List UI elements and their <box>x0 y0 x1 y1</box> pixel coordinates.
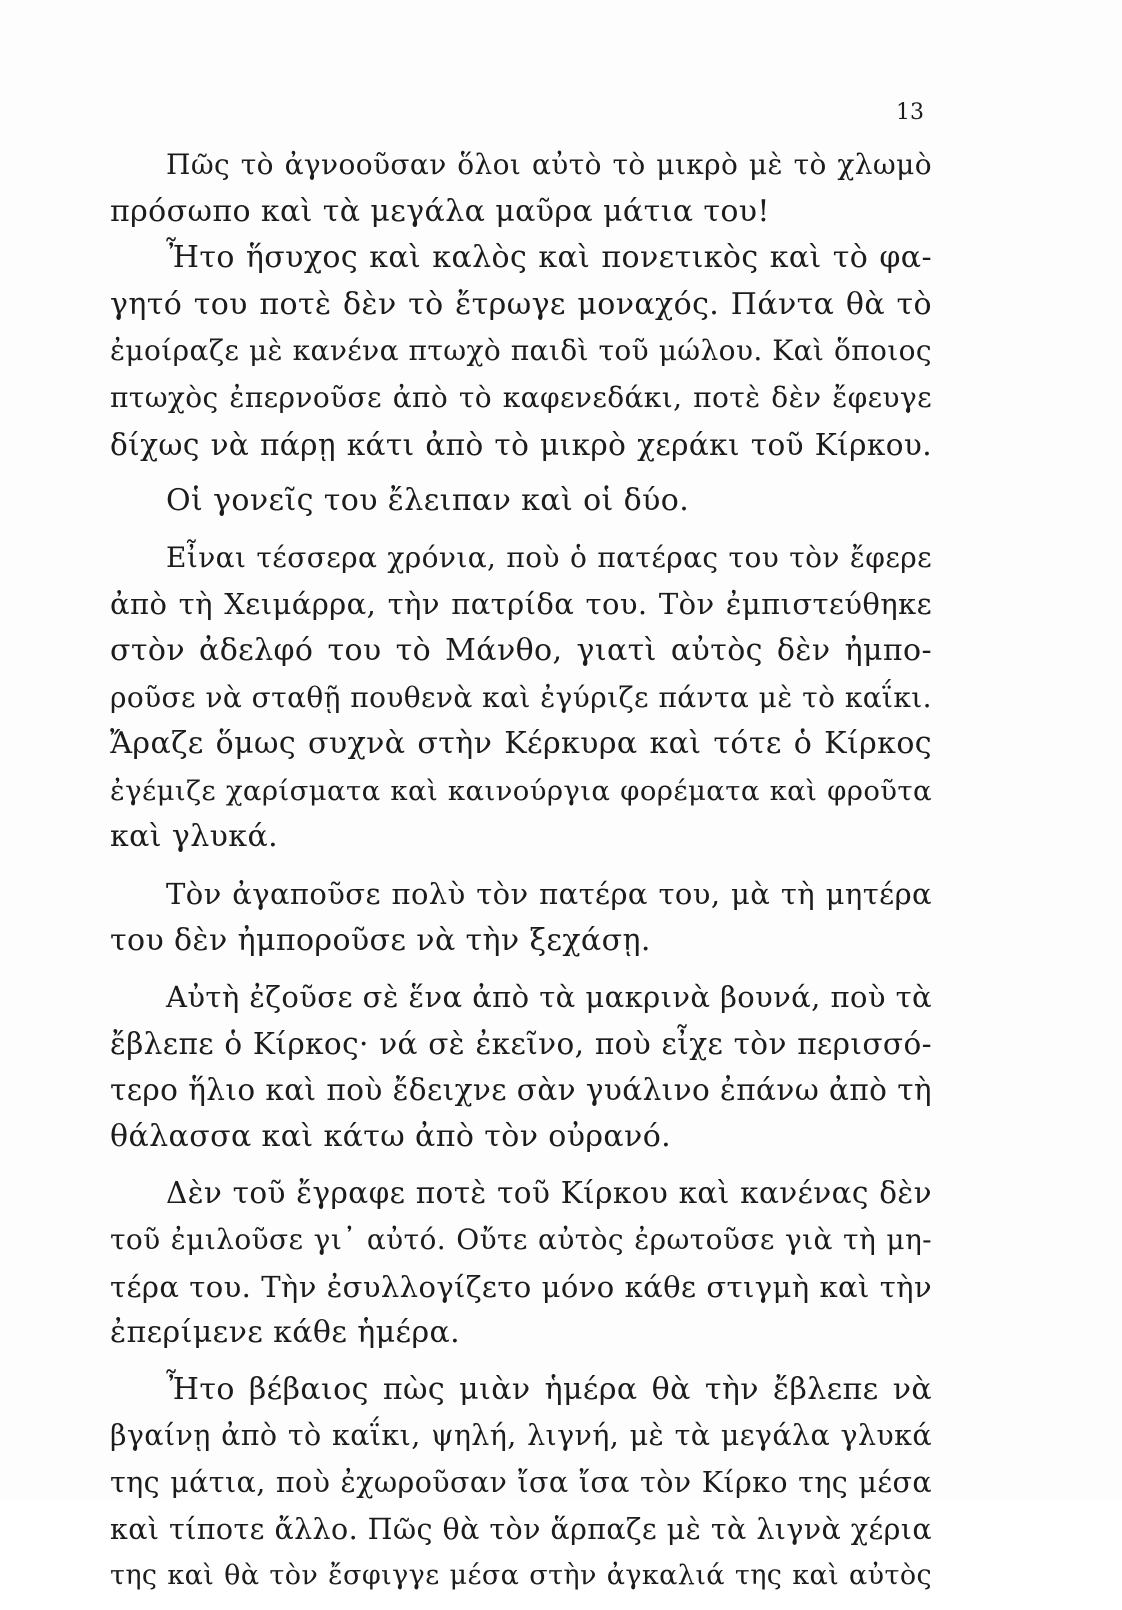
text-line: Οἱ γονεῖς του ἔλειπαν καὶ οἱ δύο. <box>166 483 690 519</box>
text-line: καὶ τίποτε ἄλλο. Πῶς θὰ τὸν ἅρπαζε μὲ τὰ λιγνὰ χέρια <box>110 1512 932 1546</box>
text-line: Ἄραζε ὅμως συχνὰ στὴν Κέρκυρα καὶ τότε ὁ Κίρκος <box>110 726 932 762</box>
page-number: 13 <box>896 100 924 125</box>
body-text <box>110 142 932 1610</box>
text-line: Ἦτο βέβαιος πὼς μιὰν ἡμέρα θὰ τὴν ἔβλεπε νὰ <box>166 1371 932 1407</box>
text-line: Ἦτο ἥσυχος καὶ καλὸς καὶ πονετικὸς καὶ τὸ φα- <box>166 240 932 276</box>
text-line: τερο ἥλιο καὶ ποὺ ἔδειχνε σὰν γυάλινο ἐπάνω ἀπὸ τὴ <box>110 1073 932 1108</box>
text-line: πτωχὸς ἐπερνοῦσε ἀπὸ τὸ καφενεδάκι, ποτὲ δὲν ἔφευγε <box>110 380 932 414</box>
text-line: ἐγέμιζε χαρίσματα καὶ καινούργια φορέματα καὶ φροῦτα <box>110 774 932 807</box>
text-line: τοῦ ἐμιλοῦσε γι᾿ αὐτό. Οὔτε αὐτὸς ἐρωτοῦσε γιὰ τὴ μη- <box>110 1223 932 1257</box>
text-line: θάλασσα καὶ κάτω ἀπὸ τὸν οὐρανό. <box>110 1118 672 1154</box>
text-line: ἐμοίραζε μὲ κανένα πτωχὸ παιδὶ τοῦ μώλου. Καὶ ὅποιος <box>110 334 932 368</box>
paragraph <box>110 142 932 468</box>
text-line: Πῶς τὸ ἀγνοοῦσαν ὅλοι αὐτὸ τὸ μικρὸ μὲ τὸ χλωμὸ <box>166 148 932 181</box>
text-line: της μάτια, ποὺ ἐχωροῦσαν ἴσα ἴσα τὸν Κίρκο της μέσα <box>110 1466 932 1500</box>
text-line: καὶ γλυκά. <box>110 819 279 855</box>
paragraph <box>110 535 932 861</box>
text-line: της καὶ θὰ τὸν ἔσφιγγε μέσα στὴν ἀγκαλιά της καὶ αὐτὸς <box>110 1560 932 1592</box>
text-line: Τὸν ἀγαποῦσε πολὺ τὸν πατέρα του, μὰ τὴ μητέρα <box>166 876 932 911</box>
text-line: Δὲν τοῦ ἔγραφε ποτὲ τοῦ Κίρκου καὶ κανένας δὲν <box>166 1176 932 1211</box>
text-line: στὸν ἀδελφό του τὸ Μάνθο, γιατὶ αὐτὸς δὲν ἠμπο- <box>110 632 932 668</box>
text-line: τέρα του. Τὴν ἐσυλλογίζετο μόνο κάθε στιγμὴ καὶ τὴν <box>110 1269 932 1304</box>
text-line: Εἶναι τέσσερα χρόνια, ποὺ ὁ πατέρας του τὸν ἔφερε <box>166 540 932 574</box>
text-line: του δὲν ἠμποροῦσε νὰ τὴν ξεχάσῃ. <box>110 922 651 958</box>
text-line: δίχως νὰ πάρῃ κάτι ἀπὸ τὸ μικρὸ χεράκι τοῦ Κίρκου. <box>110 427 932 462</box>
text-line: βγαίνῃ ἀπὸ τὸ καΐκι, ψηλή, λιγνή, μὲ τὰ μεγάλα γλυκά <box>110 1419 932 1453</box>
text-line: Αὐτὴ ἐζοῦσε σὲ ἕνα ἀπὸ τὰ μακρινὰ βουνά, ποὺ τὰ <box>166 980 932 1015</box>
text-line: πρόσωπο καὶ τὰ μεγάλα μαῦρα μάτια του! <box>110 193 770 229</box>
paragraph <box>110 1170 932 1356</box>
paragraph <box>110 1367 932 1600</box>
text-line: ἐπερίμενε κάθε ἡμέρα. <box>110 1315 461 1351</box>
text-line: ροῦσε νὰ σταθῇ πουθενὰ καὶ ἐγύριζε πάντα μὲ τὸ καΐκι. <box>110 680 932 714</box>
text-line: ἀπὸ τὴ Χειμάρρα, τὴν πατρίδα του. Τὸν ἐμπιστεύθηκε <box>110 587 932 622</box>
text-line: ἔβλεπε ὁ Κίρκος· νά σὲ ἐκεῖνο, ποὺ εἶχε τὸν περισσό- <box>110 1026 932 1061</box>
text-line: γητό του ποτὲ δὲν τὸ ἔτρωγε μοναχός. Πάντα θὰ τὸ <box>110 286 932 322</box>
paragraph <box>110 871 932 964</box>
paragraph <box>110 478 932 525</box>
paragraph <box>110 974 932 1160</box>
